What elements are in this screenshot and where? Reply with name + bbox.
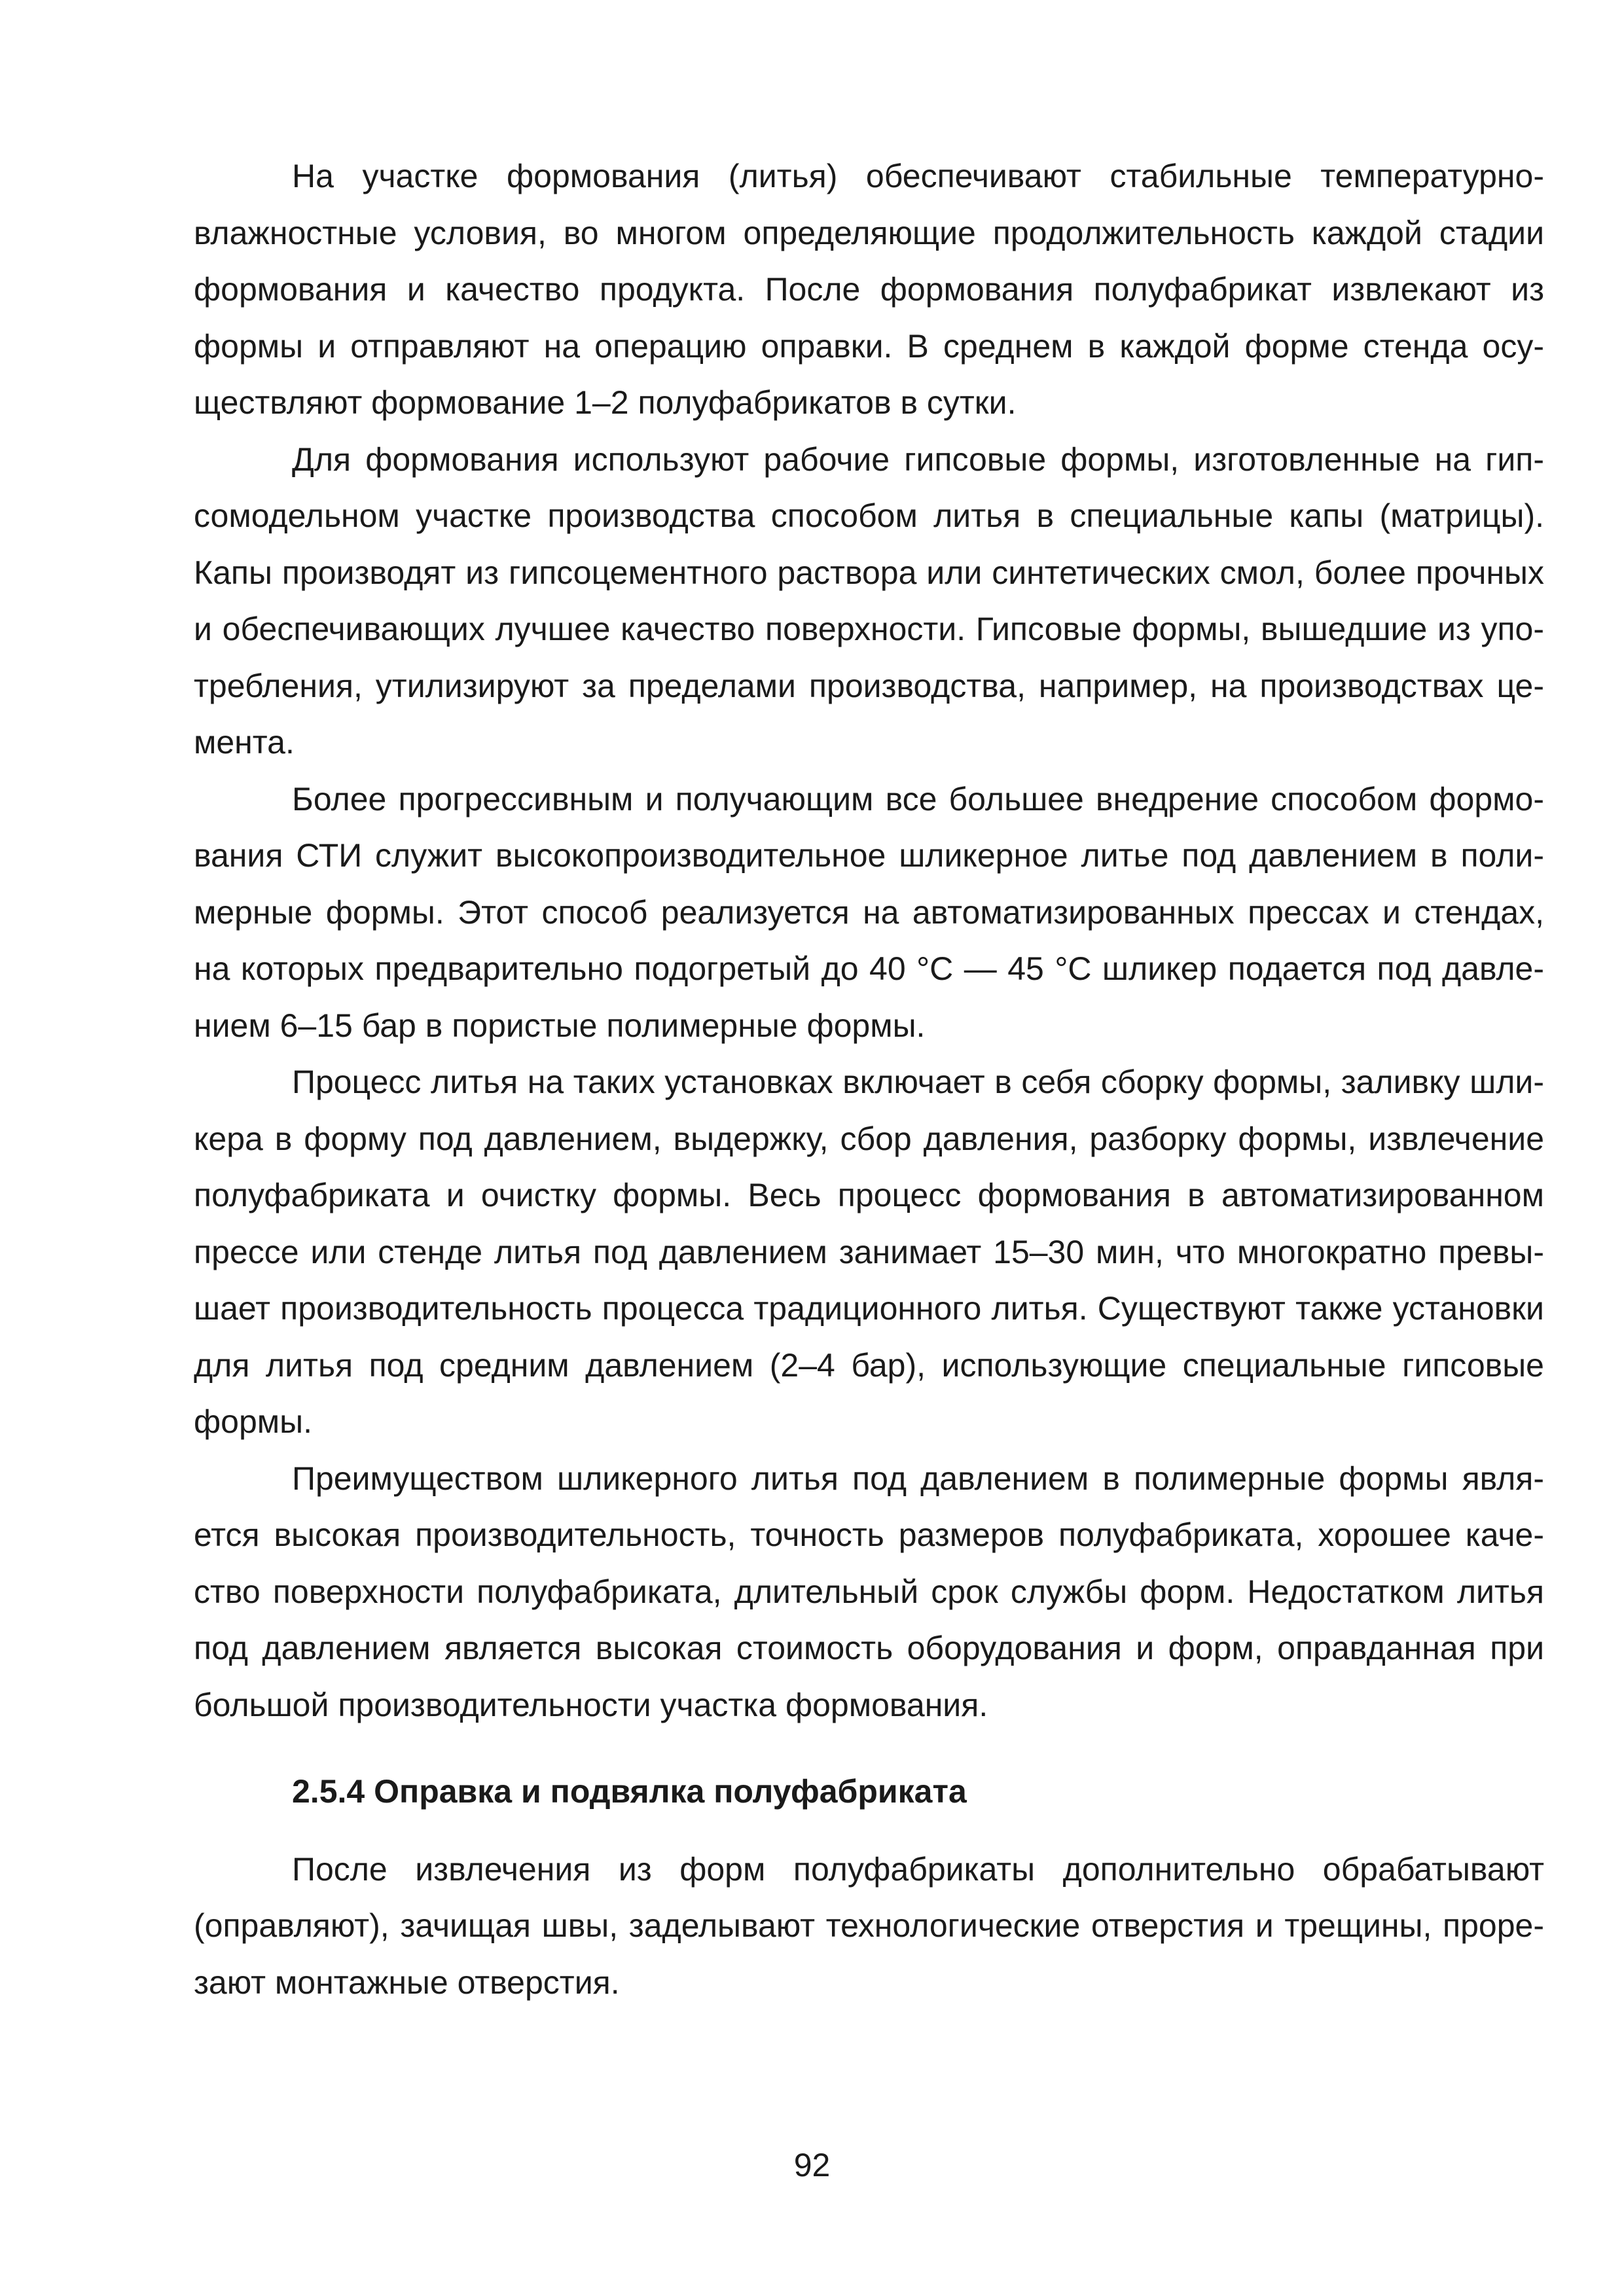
section-heading: 2.5.4 Оправка и подвялка полуфабриката — [292, 1773, 967, 1810]
paragraph: После извлечения из форм полуфабрикаты дополнительно обрабатывают (оправляют), зачищая швы, заделывают технологические отверстия и трещины, прорезают монтажные отверстия. — [194, 1850, 1544, 2001]
paragraph: Более прогрессивным и получающим все большее внедрение способом формования СТИ служит высокопроизводительное шликерное литье под давлением в полимерные формы. Этот способ реализуется на автоматизированных прессах и стендах, на которых предварительно подогретый до 40 °С — 45 °С шликер подается под давлением 6–15 бар в пористые полимерные формы. — [194, 780, 1544, 1044]
paragraph: Для формования используют рабочие гипсовые формы, изготовленные на гипсомодельном участке производства способом литья в специальные капы (матрицы). Капы производят из гипсоцементного раствора или синтетических смол, более прочных и обеспечивающих лучшее качество поверхности. Гипсовые формы, вышедшие из употребления, утилизируют за пределами производства, например, на производствах цемента. — [194, 440, 1544, 761]
paragraph: Процесс литья на таких установках включает в себя сборку формы, заливку шликера в форму под давлением, выдержку, сбор давления, разборку формы, извлечение полуфабриката и очистку формы. Весь процесс формования в автоматизированном прессе или стенде литья под давлением занимает 15–30 мин, что многократно превышает производительность процесса традиционного литья. Существуют также установки для литья под средним давлением (2–4 бар), использующие специальные гипсовые формы. — [194, 1064, 1544, 1440]
paragraph: На участке формования (литья) обеспечивают стабильные температурно-влажностные условия, во многом определяющие продолжительность каждой стадии формования и качество продукта. После формования полуфабрикат извлекают из формы и отправляют на операцию оправки. В среднем в каждой форме стенда осуществляют формование 1–2 полуфабрикатов в сутки. — [194, 158, 1544, 421]
page-content — [194, 148, 1544, 2011]
paragraph: Преимуществом шликерного литья под давлением в полимерные формы является высокая производительность, точность размеров полуфабриката, хорошее качество поверхности полуфабриката, длительный срок службы форм. Недостатком литья под давлением является высокая стоимость оборудования и форм, оправданная при большой производительности участка формования. — [194, 1460, 1544, 1723]
page-number: 92 — [793, 2147, 831, 2183]
